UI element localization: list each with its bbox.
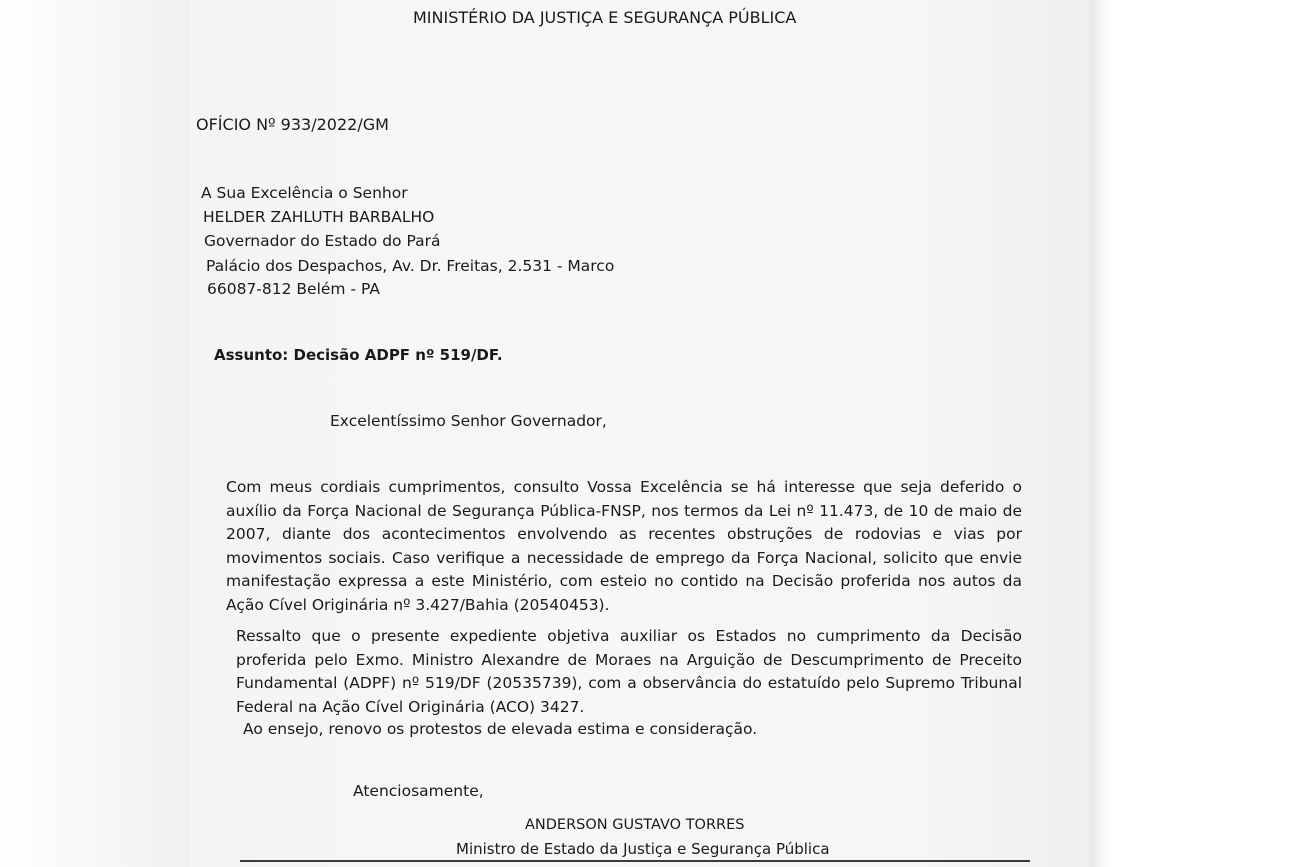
subject-line: Assunto: Decisão ADPF nº 519/DF. <box>214 346 503 364</box>
salutation: Excelentíssimo Senhor Governador, <box>330 412 607 430</box>
body-paragraph-1: Com meus cordiais cumprimentos, consulto Vossa Excelência se há interesse que seja deferido o auxílio da Força Nacional de Segurança Pública-FNSP, nos termos da Lei nº 11.473, de 10 de maio de 2007, diante dos acontecimentos envolvendo as recentes obstruções de rodovias e vias por movimentos sociais. Caso verifique a necessidade de emprego da Força Nacional, solicito que envie manifestação expressa a este Ministério, com esteio no contido na Decisão proferida nos autos da Ação Cível Originária nº 3.427/Bahia (20540453). <box>226 478 1022 614</box>
closing: Atenciosamente, <box>353 782 484 800</box>
recipient-line-2: HELDER ZAHLUTH BARBALHO <box>203 208 435 226</box>
recipient-line-3: Governador do Estado do Pará <box>204 232 441 250</box>
signer-name: ANDERSON GUSTAVO TORRES <box>525 817 745 833</box>
signer-title: Ministro de Estado da Justiça e Segurança Pública <box>456 840 830 858</box>
recipient-line-4: Palácio dos Despachos, Av. Dr. Freitas, 2.531 - Marco <box>206 257 615 275</box>
page-shadow-left <box>0 0 190 867</box>
page-edge-right <box>1090 0 1110 867</box>
body-paragraph-3: Ao ensejo, renovo os protestos de elevada estima e consideração. <box>243 720 758 738</box>
ministry-header: MINISTÉRIO DA JUSTIÇA E SEGURANÇA PÚBLICA <box>413 8 797 27</box>
footer-divider <box>240 860 1030 862</box>
recipient-line-5: 66087-812 Belém - PA <box>207 280 380 298</box>
recipient-line-1: A Sua Excelência o Senhor <box>201 184 408 202</box>
document-number: OFÍCIO Nº 933/2022/GM <box>196 115 389 134</box>
body-paragraph-2: Ressalto que o presente expediente objetiva auxiliar os Estados no cumprimento da Decisão proferida pelo Exmo. Ministro Alexandre de Moraes na Arguição de Descumprimento de Preceito Fundamental (ADPF) nº 519/DF (20535739), com a observância do estatuído pelo Supremo Tribunal Federal na Ação Cível Originária (ACO) 3427. <box>236 627 1022 716</box>
